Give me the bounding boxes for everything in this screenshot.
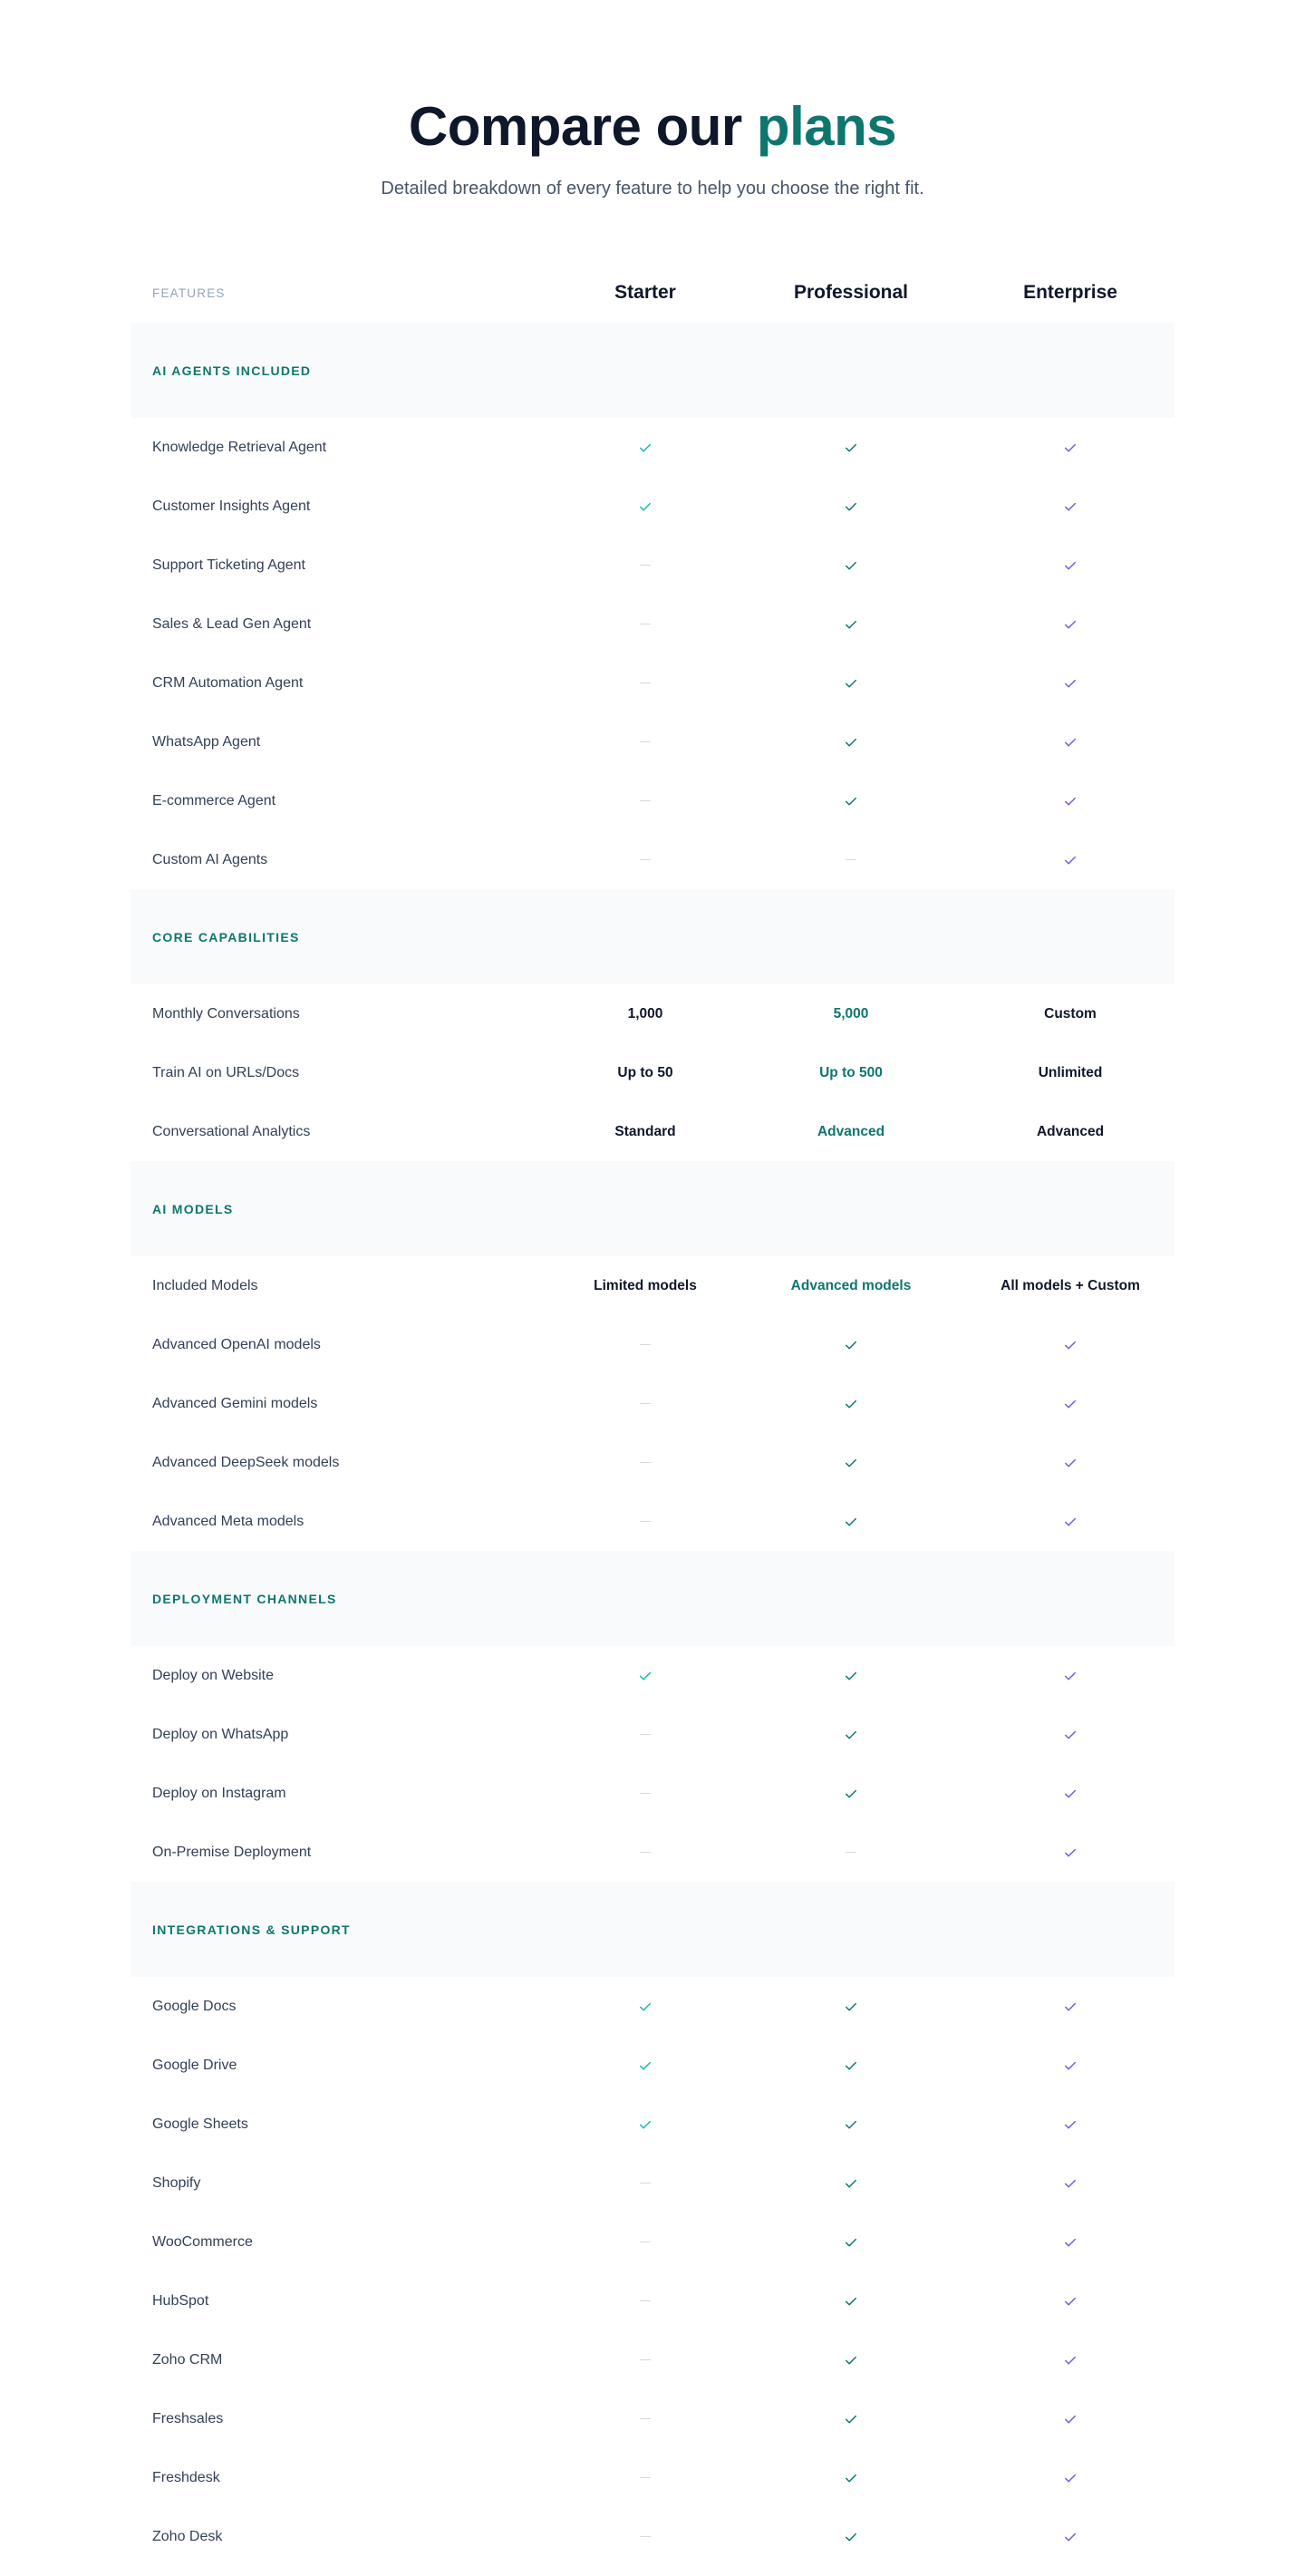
table-row	[130, 1433, 1174, 1492]
check-icon	[1062, 2116, 1078, 2133]
cell-value: Advanced	[1036, 1123, 1105, 1139]
dash-icon	[640, 2359, 651, 2360]
dash-icon	[640, 1793, 651, 1794]
section-header-row	[130, 1551, 1174, 1646]
cell-starter	[546, 1043, 745, 1102]
cell-starter	[546, 1433, 745, 1492]
dash-icon	[640, 2183, 651, 2184]
section-title: DEPLOYMENT CHANNELS	[152, 1591, 337, 1606]
plan-header-enterprise: Enterprise	[1023, 282, 1117, 303]
feature-label: Support Ticketing Agent	[152, 557, 305, 573]
dash-icon	[846, 859, 856, 860]
dash-icon	[640, 624, 651, 625]
check-icon	[843, 616, 859, 633]
cell-enterprise	[971, 2448, 1170, 2507]
cell-enterprise	[971, 2271, 1170, 2330]
feature-label: Train AI on URLs/Docs	[152, 1064, 300, 1080]
feature-label: WhatsApp Agent	[152, 733, 261, 750]
cell-starter	[546, 2036, 745, 2095]
cell-professional	[751, 1102, 951, 1161]
table-row	[130, 712, 1174, 771]
feature-label: Google Drive	[152, 2057, 237, 2073]
cell-professional	[751, 1492, 951, 1551]
cell-enterprise	[971, 1764, 1170, 1823]
dash-icon	[640, 1521, 651, 1522]
table-row	[130, 771, 1174, 830]
table-row	[130, 1764, 1174, 1823]
feature-label: Monthly Conversations	[152, 1005, 300, 1022]
page-title-main: Compare our	[408, 96, 742, 157]
cell-enterprise	[971, 2213, 1170, 2271]
check-icon	[1062, 1337, 1078, 1353]
feature-label: Shopify	[152, 2174, 201, 2191]
check-icon	[843, 675, 859, 692]
cell-starter	[546, 1492, 745, 1551]
dash-icon	[640, 1852, 651, 1853]
cell-professional	[751, 1764, 951, 1823]
plan-header-starter: Starter	[614, 282, 676, 303]
table-row	[130, 1374, 1174, 1433]
cell-professional	[751, 771, 951, 830]
cell-starter	[546, 2389, 745, 2448]
cell-enterprise	[971, 595, 1170, 654]
check-icon	[843, 2470, 859, 2486]
check-icon	[1062, 2058, 1078, 2074]
feature-label: Freshdesk	[152, 2469, 220, 2485]
check-icon	[1062, 1396, 1078, 1412]
cell-professional	[751, 2213, 951, 2271]
check-icon	[843, 1786, 859, 1802]
cell-starter	[546, 1315, 745, 1374]
cell-professional	[751, 1374, 951, 1433]
cell-starter	[546, 2271, 745, 2330]
table-row	[130, 1977, 1174, 2036]
cell-professional	[751, 1256, 951, 1315]
check-icon	[843, 1455, 859, 1471]
cell-starter	[546, 1977, 745, 2036]
check-icon	[1062, 2352, 1078, 2368]
feature-label: Conversational Analytics	[152, 1123, 311, 1139]
check-icon	[1062, 2411, 1078, 2427]
cell-value: Advanced models	[790, 1277, 912, 1293]
cell-professional	[751, 2036, 951, 2095]
table-row	[130, 418, 1174, 477]
cell-value: 1,000	[627, 1005, 663, 1022]
cell-professional	[751, 1705, 951, 1764]
cell-starter	[546, 2213, 745, 2271]
cell-professional	[751, 1977, 951, 2036]
cell-enterprise	[971, 1823, 1170, 1882]
dash-icon	[640, 741, 651, 742]
cell-professional	[751, 2330, 951, 2389]
feature-label: Included Models	[152, 1277, 258, 1293]
check-icon	[1062, 499, 1078, 515]
cell-starter	[546, 2095, 745, 2154]
cell-enterprise	[971, 1374, 1170, 1433]
check-icon	[637, 1999, 653, 2015]
table-header-row	[130, 263, 1174, 323]
cell-value: All models + Custom	[1000, 1277, 1140, 1293]
cell-value: Custom	[1044, 1005, 1097, 1022]
cell-enterprise	[971, 1705, 1170, 1764]
feature-label: Custom AI Agents	[152, 851, 268, 867]
page-title	[0, 94, 1305, 160]
check-icon	[843, 1337, 859, 1353]
dash-icon	[640, 2418, 651, 2419]
cell-enterprise	[971, 830, 1170, 889]
check-icon	[1062, 2175, 1078, 2192]
check-icon	[843, 2116, 859, 2133]
section-title: INTEGRATIONS & SUPPORT	[152, 1922, 351, 1937]
cell-professional	[751, 2507, 951, 2566]
table-row	[130, 536, 1174, 595]
table-row	[130, 2271, 1174, 2330]
cell-enterprise	[971, 1043, 1170, 1102]
check-icon	[1062, 734, 1078, 751]
check-icon	[1062, 557, 1078, 574]
feature-label: Zoho CRM	[152, 2351, 223, 2368]
cell-starter	[546, 712, 745, 771]
check-icon	[1062, 1999, 1078, 2015]
cell-professional	[751, 418, 951, 477]
cell-starter	[546, 477, 745, 536]
feature-label: E-commerce Agent	[152, 792, 276, 809]
feature-label: WooCommerce	[152, 2233, 253, 2250]
check-icon	[1062, 2234, 1078, 2251]
cell-starter	[546, 2448, 745, 2507]
cell-starter	[546, 1256, 745, 1315]
cell-starter	[546, 771, 745, 830]
cell-enterprise	[971, 2507, 1170, 2566]
check-icon	[1062, 1455, 1078, 1471]
table-row	[130, 1043, 1174, 1102]
cell-professional	[751, 477, 951, 536]
cell-starter	[546, 2330, 745, 2389]
check-icon	[843, 734, 859, 751]
check-icon	[843, 1727, 859, 1743]
cell-starter	[546, 984, 745, 1043]
check-icon	[1062, 2529, 1078, 2545]
feature-label: Customer Insights Agent	[152, 498, 311, 514]
plan-header-professional: Professional	[793, 282, 909, 303]
table-row	[130, 1823, 1174, 1882]
dash-icon	[640, 565, 651, 566]
cell-value: Up to 500	[819, 1064, 883, 1080]
table-row	[130, 830, 1174, 889]
cell-enterprise	[971, 1256, 1170, 1315]
cell-starter	[546, 2154, 745, 2213]
check-icon	[843, 499, 859, 515]
cell-professional	[751, 654, 951, 712]
section-header-row	[130, 1161, 1174, 1256]
dash-icon	[846, 1852, 856, 1853]
cell-enterprise	[971, 2154, 1170, 2213]
check-icon	[843, 793, 859, 809]
cell-professional	[751, 2389, 951, 2448]
table-row	[130, 1256, 1174, 1315]
check-icon	[637, 1668, 653, 1684]
check-icon	[637, 499, 653, 515]
cell-starter	[546, 1646, 745, 1705]
cell-starter	[546, 1374, 745, 1433]
check-icon	[843, 2234, 859, 2251]
check-icon	[843, 1668, 859, 1684]
cell-enterprise	[971, 654, 1170, 712]
cell-starter	[546, 2507, 745, 2566]
table-row	[130, 984, 1174, 1043]
feature-label: Advanced Meta models	[152, 1513, 304, 1529]
cell-enterprise	[971, 477, 1170, 536]
cell-value: 5,000	[833, 1005, 869, 1022]
cell-enterprise	[971, 2389, 1170, 2448]
section-title: AI AGENTS INCLUDED	[152, 363, 312, 378]
cell-enterprise	[971, 2095, 1170, 2154]
feature-label: Advanced Gemini models	[152, 1395, 318, 1411]
check-icon	[1062, 440, 1078, 456]
table-row	[130, 1492, 1174, 1551]
section-header-row	[130, 1882, 1174, 1977]
cell-professional	[751, 2095, 951, 2154]
table-row	[130, 1705, 1174, 1764]
cell-enterprise	[971, 2036, 1170, 2095]
page-subtitle: Detailed breakdown of every feature to help you choose the right fit.	[381, 179, 924, 199]
table-row	[130, 2389, 1174, 2448]
cell-starter	[546, 654, 745, 712]
cell-professional	[751, 1315, 951, 1374]
dash-icon	[640, 2536, 651, 2537]
check-icon	[843, 2411, 859, 2427]
section-header-row	[130, 323, 1174, 418]
cell-professional	[751, 2448, 951, 2507]
table-row	[130, 1646, 1174, 1705]
table-row	[130, 2154, 1174, 2213]
hero	[0, 0, 1305, 201]
cell-professional	[751, 2271, 951, 2330]
section-header-row	[130, 889, 1174, 984]
cell-enterprise	[971, 1492, 1170, 1551]
section-title: CORE CAPABILITIES	[152, 929, 300, 944]
cell-value: Unlimited	[1038, 1064, 1103, 1080]
dash-icon	[640, 800, 651, 801]
feature-label: CRM Automation Agent	[152, 674, 304, 691]
feature-label: Deploy on WhatsApp	[152, 1726, 289, 1742]
dash-icon	[640, 2300, 651, 2301]
cell-enterprise	[971, 418, 1170, 477]
dash-icon	[640, 2477, 651, 2478]
cell-value: Standard	[614, 1123, 676, 1139]
cell-value: Limited models	[594, 1277, 697, 1293]
table-row	[130, 2448, 1174, 2507]
dash-icon	[640, 1462, 651, 1463]
check-icon	[637, 2116, 653, 2133]
check-icon	[1062, 852, 1078, 868]
check-icon	[1062, 2293, 1078, 2310]
feature-label: HubSpot	[152, 2292, 209, 2309]
cell-professional	[751, 2154, 951, 2213]
cell-starter	[546, 1764, 745, 1823]
table-row	[130, 1102, 1174, 1161]
check-icon	[1062, 1845, 1078, 1861]
cell-enterprise	[971, 1646, 1170, 1705]
table-row	[130, 1315, 1174, 1374]
cell-enterprise	[971, 712, 1170, 771]
check-icon	[637, 2058, 653, 2074]
cell-professional	[751, 1043, 951, 1102]
cell-starter	[546, 536, 745, 595]
check-icon	[637, 440, 653, 456]
check-icon	[843, 1999, 859, 2015]
table-row	[130, 654, 1174, 712]
check-icon	[1062, 675, 1078, 692]
check-icon	[1062, 2470, 1078, 2486]
cell-professional	[751, 595, 951, 654]
features-column-header: FEATURES	[152, 286, 226, 300]
cell-professional	[751, 1646, 951, 1705]
check-icon	[843, 557, 859, 574]
cell-starter	[546, 418, 745, 477]
feature-label: Knowledge Retrieval Agent	[152, 439, 327, 455]
check-icon	[843, 2293, 859, 2310]
table-row	[130, 2213, 1174, 2271]
cell-professional	[751, 830, 951, 889]
table-row	[130, 2036, 1174, 2095]
cell-starter	[546, 1823, 745, 1882]
cell-professional	[751, 536, 951, 595]
cell-starter	[546, 595, 745, 654]
feature-label: Google Docs	[152, 1998, 237, 2014]
feature-label: On-Premise Deployment	[152, 1844, 312, 1860]
cell-value: Up to 50	[617, 1064, 673, 1080]
cell-professional	[751, 712, 951, 771]
feature-label: Advanced DeepSeek models	[152, 1454, 340, 1470]
cell-enterprise	[971, 1433, 1170, 1492]
cell-enterprise	[971, 771, 1170, 830]
cell-enterprise	[971, 984, 1170, 1043]
cell-starter	[546, 830, 745, 889]
comparison-table	[130, 263, 1174, 2566]
table-row	[130, 477, 1174, 536]
section-title: AI MODELS	[152, 1201, 234, 1216]
check-icon	[843, 2352, 859, 2368]
check-icon	[1062, 1727, 1078, 1743]
check-icon	[1062, 1786, 1078, 1802]
check-icon	[843, 1396, 859, 1412]
dash-icon	[640, 1734, 651, 1735]
feature-label: Google Sheets	[152, 2116, 248, 2132]
feature-label: Deploy on Website	[152, 1667, 274, 1683]
cell-enterprise	[971, 1977, 1170, 2036]
table-row	[130, 2507, 1174, 2566]
cell-starter	[546, 1102, 745, 1161]
table-row	[130, 2330, 1174, 2389]
check-icon	[843, 2175, 859, 2192]
check-icon	[1062, 616, 1078, 633]
cell-value: Advanced	[817, 1123, 885, 1139]
check-icon	[1062, 1514, 1078, 1530]
dash-icon	[640, 1403, 651, 1404]
check-icon	[843, 440, 859, 456]
cell-professional	[751, 984, 951, 1043]
cell-enterprise	[971, 1102, 1170, 1161]
table-row	[130, 2095, 1174, 2154]
check-icon	[843, 2058, 859, 2074]
check-icon	[1062, 1668, 1078, 1684]
table-row	[130, 595, 1174, 654]
feature-label: Sales & Lead Gen Agent	[152, 615, 312, 632]
check-icon	[843, 1514, 859, 1530]
dash-icon	[640, 1344, 651, 1345]
cell-professional	[751, 1433, 951, 1492]
cell-enterprise	[971, 2330, 1170, 2389]
feature-label: Freshsales	[152, 2410, 224, 2426]
feature-label: Zoho Desk	[152, 2528, 223, 2544]
dash-icon	[640, 859, 651, 860]
page-title-accent: plans	[756, 96, 897, 157]
feature-label: Advanced OpenAI models	[152, 1336, 321, 1352]
cell-enterprise	[971, 536, 1170, 595]
check-icon	[1062, 793, 1078, 809]
cell-enterprise	[971, 1315, 1170, 1374]
check-icon	[843, 2529, 859, 2545]
feature-label: Deploy on Instagram	[152, 1785, 286, 1801]
cell-professional	[751, 1823, 951, 1882]
cell-starter	[546, 1705, 745, 1764]
